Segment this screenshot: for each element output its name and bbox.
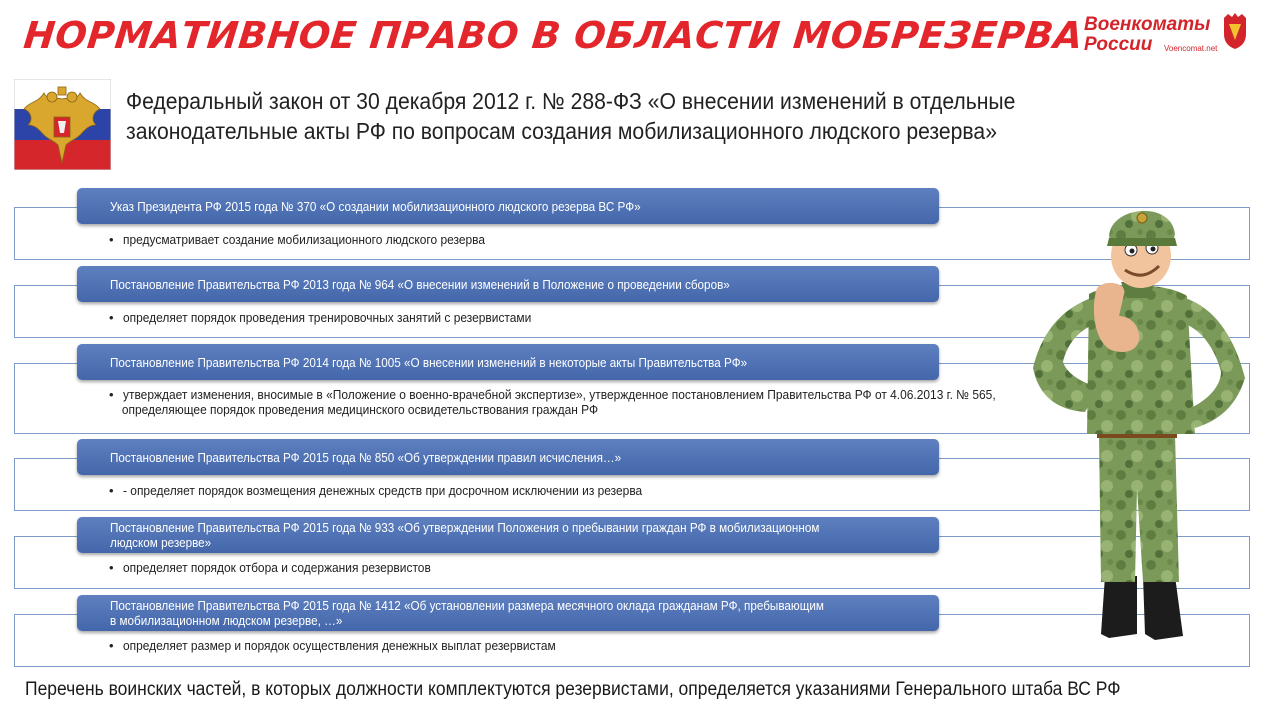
document-bullet: • - определяет порядок возмещения денежных средств при досрочном исключении из резерва <box>109 483 643 498</box>
document-header-text-continued: людском резерве» <box>110 535 212 550</box>
brand-line2: России <box>1084 34 1153 55</box>
document-header[interactable] <box>77 188 939 224</box>
brand-logo[interactable] <box>1084 12 1254 62</box>
city-shield-icon <box>1222 12 1248 50</box>
brand-line1: Военкоматы <box>1084 14 1211 35</box>
document-header[interactable] <box>77 344 939 380</box>
footer-note: Перечень воинских частей, в которых должности комплектуются резервистами, определяется указаниями Генерального штаба ВС РФ <box>25 679 1121 700</box>
document-header[interactable] <box>77 266 939 302</box>
document-bullet-text: определяет порядок отбора и содержания резервистов <box>123 560 431 575</box>
document-header-text: Постановление Правительства РФ 2015 года № 933 «Об утверждении Положения о пребывании граждан РФ в мобилизационном <box>110 520 820 535</box>
document-bullet: • определяет порядок отбора и содержания резервистов <box>109 560 431 575</box>
document-bullet-text: определяет порядок проведения тренировочных занятий с резервистами <box>123 310 532 325</box>
document-bullet: • определяет порядок проведения тренировочных занятий с резервистами <box>109 310 532 325</box>
federal-law-line1: Федеральный закон от 30 декабря 2012 г. № 288-ФЗ «О внесении изменений в отдельные <box>126 88 1016 114</box>
federal-law-text <box>126 86 1046 146</box>
russian-coat-of-arms-icon <box>14 79 111 170</box>
federal-law-line2: законодательные акты РФ по вопросам создания мобилизационного людского резерва» <box>126 118 997 144</box>
document-bullet-text: определяет размер и порядок осуществления денежных выплат резервистам <box>123 638 556 653</box>
document-header[interactable] <box>77 595 939 631</box>
document-header-text: Постановление Правительства РФ 2013 года № 964 «О внесении изменений в Положение о проведении сборов» <box>110 276 730 292</box>
document-header-text-continued: в мобилизационном людском резерве, …» <box>110 613 343 628</box>
document-bullet-text-continued: определяющее порядок проведения медицинского освидетельствования граждан РФ <box>121 402 599 417</box>
document-header[interactable] <box>77 439 939 475</box>
document-bullet: • предусматривает создание мобилизационного людского резерва <box>109 232 486 247</box>
document-header-text: Указ Президента РФ 2015 года № 370 «О создании мобилизационного людского резерва ВС РФ» <box>110 198 641 214</box>
document-bullet-text: утверждает изменения, вносимые в «Положение о военно-врачебной экспертизе», утвержденное постановлением Правительства РФ от 4.06.2013 г. № 565, <box>123 387 996 402</box>
document-header-text: Постановление Правительства РФ 2015 года № 1412 «Об установлении размера месячного оклада гражданам РФ, пребывающим <box>110 598 824 613</box>
document-bullet-text: предусматривает создание мобилизационного людского резерва <box>123 232 486 247</box>
document-header-text: Постановление Правительства РФ 2015 года № 850 «Об утверждении правил исчисления…» <box>110 449 622 465</box>
page-title: НОРМАТИВНОЕ ПРАВО В ОБЛАСТИ МОБРЕЗЕРВА <box>21 14 1086 57</box>
document-header[interactable] <box>77 517 939 553</box>
document-bullet-text: - определяет порядок возмещения денежных средств при досрочном исключении из резерва <box>123 483 643 498</box>
brand-site: Voencomat.net <box>1164 44 1218 53</box>
soldier-illustration <box>1025 198 1255 650</box>
document-header-text: Постановление Правительства РФ 2014 года № 1005 «О внесении изменений в некоторые акты Правительства РФ» <box>110 354 748 370</box>
document-bullet: • определяет размер и порядок осуществления денежных выплат резервистам <box>109 638 556 653</box>
document-bullet: • утверждает изменения, вносимые в «Положение о военно-врачебной экспертизе», утвержденное постановлением Правительства РФ от 4.06.2013 г. № 565, определяющее порядок проведения медицинского освидетельствования граждан РФ <box>109 387 996 417</box>
